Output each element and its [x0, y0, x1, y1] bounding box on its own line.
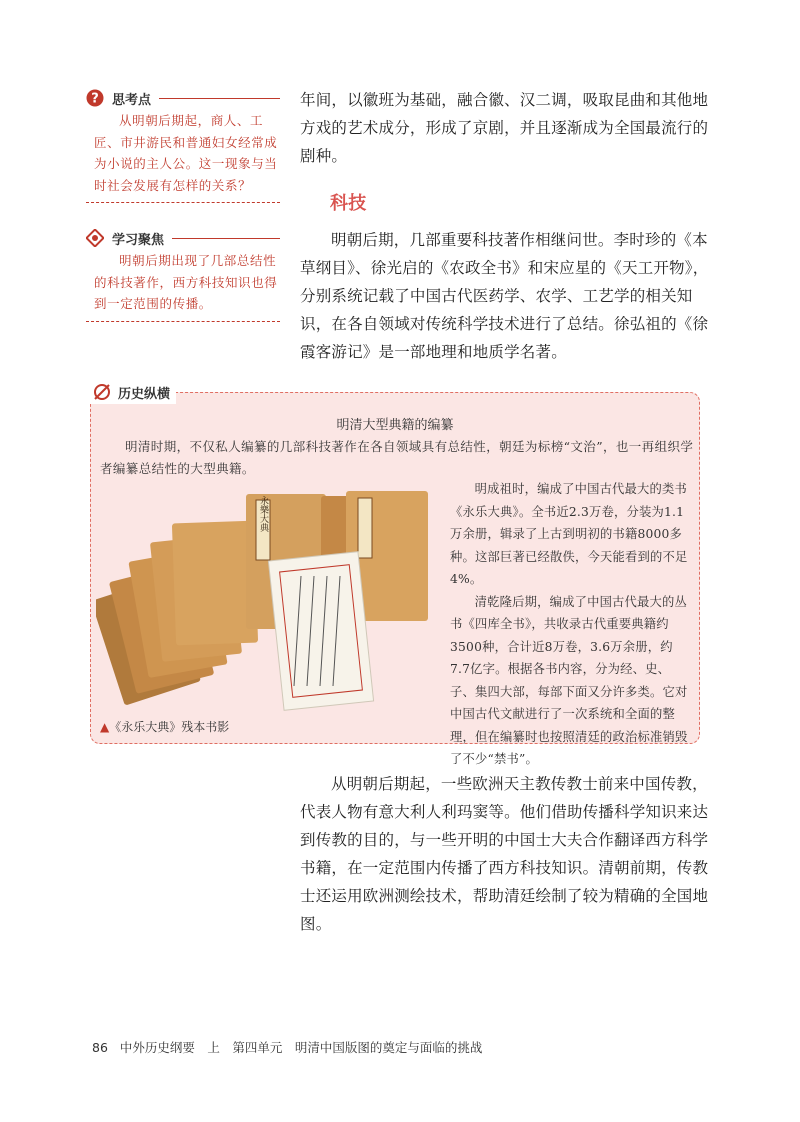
- box-para-yongle: 明成祖时，编成了中国古代最大的类书《永乐大典》。全书近2.3万卷，分装为1.1万余册，辑录了上古到明初的书籍8000多种。这部巨著已经散佚，今天能看到的不足4%。: [450, 482, 688, 586]
- box-intro: 明清时期，不仅私人编纂的几部科技著作在各自领域具有总结性，朝廷为标榜“文治”，也一再组织学者编纂总结性的大型典籍。: [100, 439, 694, 476]
- learning-focus-header: [86, 228, 280, 248]
- yongle-dadian-photo: [96, 486, 441, 716]
- photo-caption: [100, 718, 229, 735]
- page-footer: [92, 1038, 482, 1056]
- caption-triangle-icon: ▲: [100, 720, 110, 734]
- main-column-bottom: [300, 770, 710, 938]
- header-rule: [159, 98, 280, 99]
- paragraph-science: 明朝后期，几部重要科技著作相继问世。李时珍的《本草纲目》、徐光启的《农政全书》和宋应星的《天工开物》，分别系统记载了中国古代医药学、农学、工艺学的相关知识，在各自领域对传统科学技术进行了总结。徐弘祖的《徐霞客游记》是一部地理和地质学名著。: [300, 231, 709, 361]
- dashed-divider: [86, 321, 280, 322]
- learning-focus-panel: [86, 228, 280, 322]
- question-icon: [86, 89, 104, 107]
- open-page: [268, 552, 373, 711]
- main-column-top: [300, 86, 710, 366]
- box-right-text: [450, 478, 692, 771]
- think-point-panel: [86, 88, 280, 203]
- caption-text: 《永乐大典》残本书影: [109, 720, 230, 734]
- learning-focus-text: 明朝后期出现了几部总结性的科技著作，西方科技知识也得到一定范围的传播。: [94, 253, 278, 311]
- dashed-divider: [86, 202, 280, 203]
- think-point-header: [86, 88, 280, 108]
- focus-icon: [86, 229, 104, 247]
- history-panorama-header: [86, 380, 176, 404]
- book-spine-label: 永樂大典: [258, 496, 268, 532]
- think-point-text: 从明朝后期起，商人、工匠、市井游民和普通妇女经常成为小说的主人公。这一现象与当时社会发展有怎样的关系？: [94, 113, 278, 193]
- footer-running-title: 中外历史纲要 上 第四单元 明清中国版图的奠定与面临的挑战: [119, 1040, 483, 1055]
- section-title-science: 科技: [330, 193, 367, 214]
- svg-text:?: ?: [91, 91, 99, 107]
- paragraph-missionaries: 从明朝后期起，一些欧洲天主教传教士前来中国传教，代表人物有意大利人利玛窦等。他们借助传播科学知识来达到传教的目的，与一些开明的中国士大夫合作翻译西方科学书籍，在一定范围内传播了西方科技知识。清朝前期，传教士还运用欧洲测绘技术，帮助清廷绘制了较为精确的全国地图。: [300, 775, 709, 933]
- box-para-siku: 清乾隆后期，编成了中国古代最大的丛书《四库全书》，共收录古代重要典籍约3500种，合计近8万卷，3.6万余册，约7.7亿字。根据各书内容，分为经、史、子、集四大部，每部下面又分许多类。它对中国古代文献进行了一次系统和全面的整理，但在编纂时也按照清廷的政治标准销毁了不少“禁书”。: [450, 594, 688, 766]
- history-panorama-label: 历史纵横: [118, 386, 171, 402]
- paragraph-peking-opera: 年间，以徽班为基础，融合徽、汉二调，吸取昆曲和其他地方戏的艺术成分，形成了京剧，并且逐渐成为全国最流行的剧种。: [300, 91, 709, 165]
- history-panorama-icon: [92, 382, 112, 402]
- box-title: 明清大型典籍的编纂: [336, 418, 454, 433]
- learning-focus-title: 学习聚焦: [112, 232, 165, 248]
- think-point-title: 思考点: [112, 92, 152, 108]
- header-rule: [172, 238, 280, 239]
- page-number: 86: [92, 1040, 108, 1055]
